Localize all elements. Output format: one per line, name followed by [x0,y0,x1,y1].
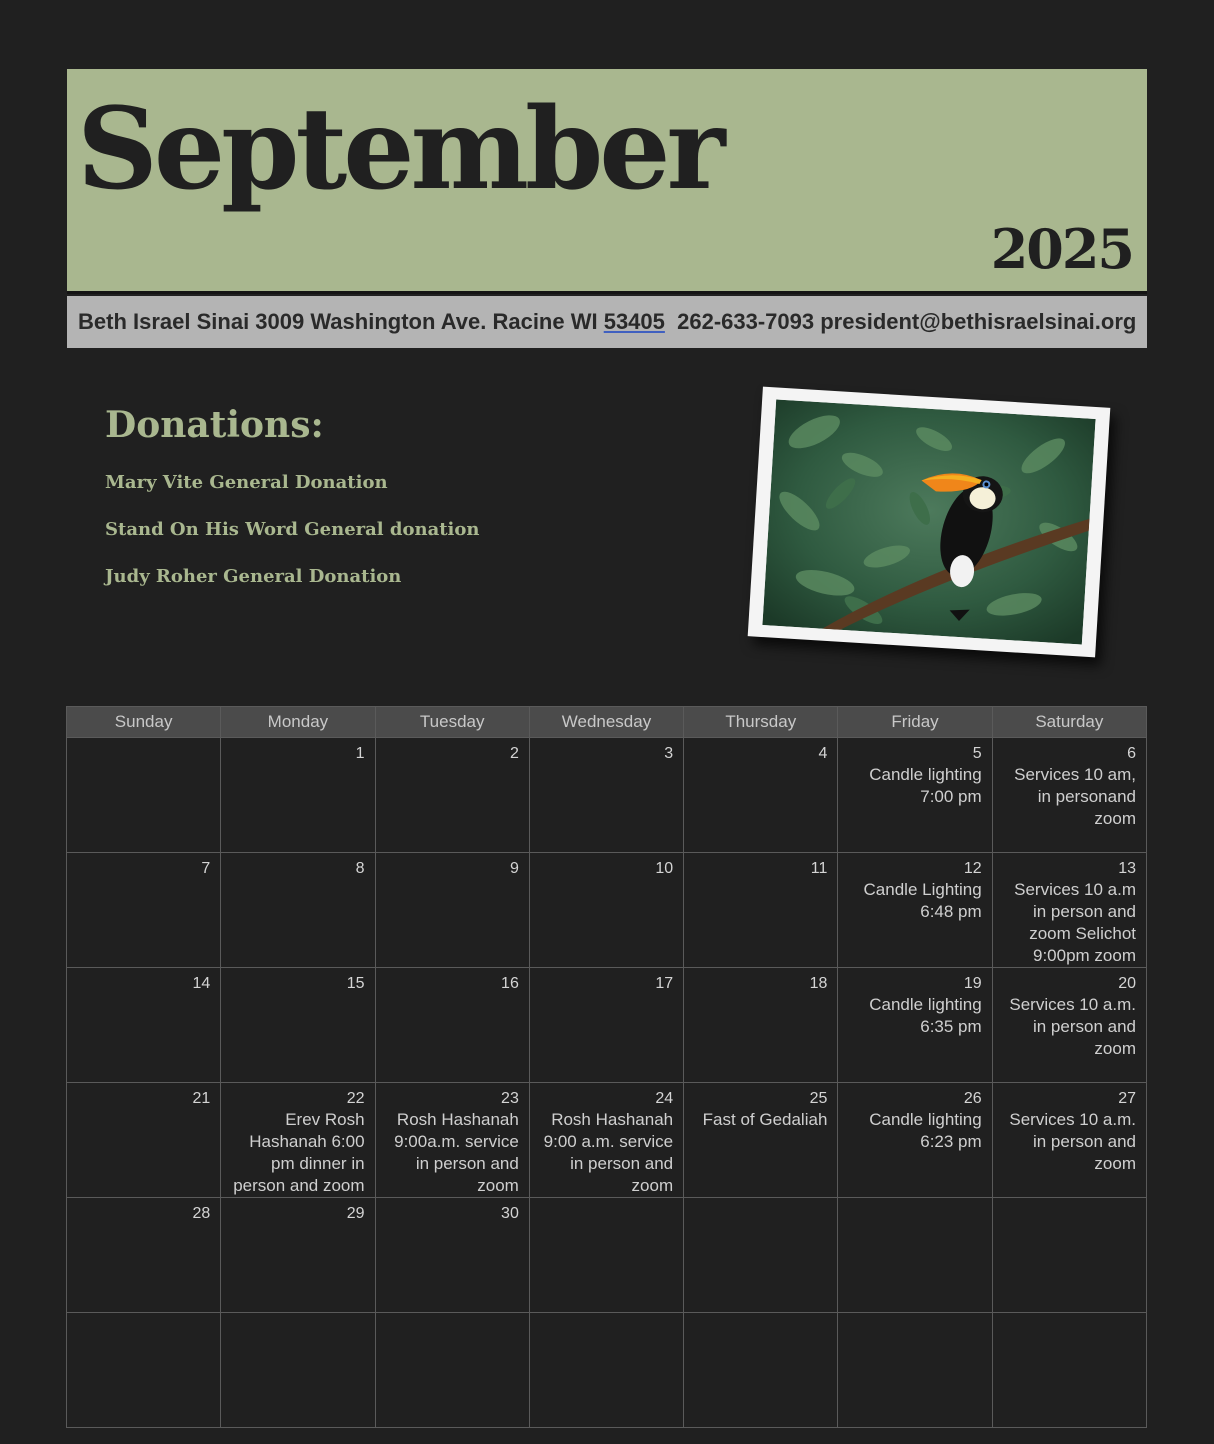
calendar-day-cell [838,853,992,968]
day-number [999,1319,1136,1339]
calendar-day-cell [529,853,683,968]
day-number: 17 [655,975,674,992]
calendar-day-cell [529,968,683,1083]
day-number: 1 [355,745,365,762]
day-number: 24 [655,1090,674,1107]
zip-code: 53405 [603,309,665,334]
day-number [73,744,210,764]
day-number [844,1204,981,1224]
day-number: 18 [809,975,828,992]
day-event: Services 10 a.m. in person and zoom [1009,1110,1136,1173]
calendar-day-cell [992,853,1146,968]
year-title: 2025 [990,217,1133,281]
calendar-day-cell [684,738,838,853]
calendar-day-cell [67,1313,221,1428]
day-event: Erev Rosh Hashanah 6:00 pm dinner in person and zoom [233,1110,365,1195]
day-event: Services 10 a.m in person and zoom Selichot 9:00pm zoom [1014,880,1136,965]
day-number: 19 [963,975,982,992]
day-number: 4 [818,745,828,762]
day-event: Candle lighting 6:35 pm [869,995,982,1036]
title-banner [67,69,1147,294]
day-number: 8 [355,860,365,877]
weekday-header: Saturday [992,707,1146,738]
weekday-header-row [67,707,1147,738]
day-number: 3 [664,745,674,762]
contact-info: 262-633-7093 president@bethisraelsinai.org [664,309,1137,334]
org-street: Beth Israel Sinai 3009 Washington Ave. Racine WI [78,309,604,334]
day-number: 5 [972,745,982,762]
calendar-day-cell [838,968,992,1083]
day-number: 16 [501,975,519,992]
calendar-day-cell [67,1198,221,1313]
weekday-header: Monday [221,707,375,738]
day-number: 26 [963,1090,982,1107]
day-number: 20 [1118,975,1136,992]
day-event: Services 10 am, in personand zoom [1014,765,1136,828]
weekday-header: Thursday [684,707,838,738]
donation-item: Mary Vite General Donation [105,472,388,493]
calendar-day-cell [992,1313,1146,1428]
day-event: Rosh Hashanah 9:00 a.m. service in person and zoom [543,1110,674,1195]
day-number: 6 [1127,745,1136,762]
day-number [536,1204,673,1224]
day-number [999,1204,1136,1224]
day-number: 15 [346,975,365,992]
calendar-day-cell [375,1198,529,1313]
day-event: Fast of Gedaliah [702,1110,828,1129]
day-number: 7 [201,860,211,877]
calendar-day-cell [684,1198,838,1313]
calendar-day-cell [684,1313,838,1428]
day-event: Services 10 a.m. in person and zoom [1009,995,1136,1058]
calendar-day-cell [375,1083,529,1198]
day-event: Candle lighting 7:00 pm [869,765,982,806]
calendar-day-cell [221,1083,375,1198]
day-number: 12 [963,860,982,877]
calendar-week-row [67,738,1147,853]
calendar-day-cell [529,738,683,853]
day-number: 30 [501,1205,519,1222]
calendar-day-cell [838,738,992,853]
address-text [78,308,1136,336]
calendar-week-row [67,1198,1147,1313]
weekday-header: Sunday [67,707,221,738]
day-event: Rosh Hashanah 9:00a.m. service in person and zoom [394,1110,519,1195]
day-number [690,1204,827,1224]
calendar-day-cell [838,1198,992,1313]
day-number: 9 [509,860,519,877]
calendar-day-cell [221,1198,375,1313]
calendar-day-cell [529,1083,683,1198]
calendar-day-cell [684,1083,838,1198]
calendar-day-cell [684,968,838,1083]
toucan-photo [748,387,1111,658]
calendar-week-row [67,1083,1147,1198]
calendar-day-cell [67,738,221,853]
calendar-week-row [67,1313,1147,1428]
day-number [844,1319,981,1339]
calendar-day-cell [375,738,529,853]
day-number [73,1319,210,1339]
day-number [227,1319,364,1339]
calendar-week-row [67,968,1147,1083]
calendar-grid [66,706,1147,1428]
day-event: Candle lighting 6:23 pm [869,1110,982,1151]
donation-item: Stand On His Word General donation [105,519,480,540]
calendar-day-cell [67,1083,221,1198]
calendar-day-cell [992,968,1146,1083]
day-number [690,1319,827,1339]
calendar-week-row [67,853,1147,968]
calendar-day-cell [529,1198,683,1313]
day-number: 29 [346,1205,365,1222]
calendar-day-cell [67,853,221,968]
day-number: 2 [509,745,519,762]
calendar-day-cell [992,1198,1146,1313]
day-number: 14 [192,975,211,992]
calendar-day-cell [838,1313,992,1428]
weekday-header: Wednesday [529,707,683,738]
day-number [536,1319,673,1339]
calendar-day-cell [375,968,529,1083]
toucan-image [762,399,1095,644]
calendar-day-cell [221,738,375,853]
weekday-header: Tuesday [375,707,529,738]
day-number: 10 [655,860,674,877]
donation-item: Judy Roher General Donation [105,566,402,587]
calendar-body [67,738,1147,1428]
day-number [382,1319,519,1339]
donations-heading: Donations: [105,404,324,446]
calendar-day-cell [221,1313,375,1428]
calendar-day-cell [838,1083,992,1198]
calendar-day-cell [67,968,221,1083]
calendar-day-cell [992,1083,1146,1198]
day-event: Candle Lighting 6:48 pm [863,880,982,921]
day-number: 25 [809,1090,828,1107]
calendar-day-cell [684,853,838,968]
day-number: 22 [346,1090,365,1107]
day-number: 13 [1118,860,1136,877]
calendar-day-cell [221,968,375,1083]
calendar-day-cell [529,1313,683,1428]
day-number: 21 [192,1090,211,1107]
calendar-day-cell [221,853,375,968]
address-bar [67,296,1147,348]
calendar-day-cell [992,738,1146,853]
day-number: 11 [810,860,828,877]
day-number: 28 [192,1205,211,1222]
weekday-header: Friday [838,707,992,738]
calendar-day-cell [375,853,529,968]
day-number: 27 [1118,1090,1136,1107]
month-title: September [77,84,722,215]
calendar-day-cell [375,1313,529,1428]
day-number: 23 [501,1090,519,1107]
